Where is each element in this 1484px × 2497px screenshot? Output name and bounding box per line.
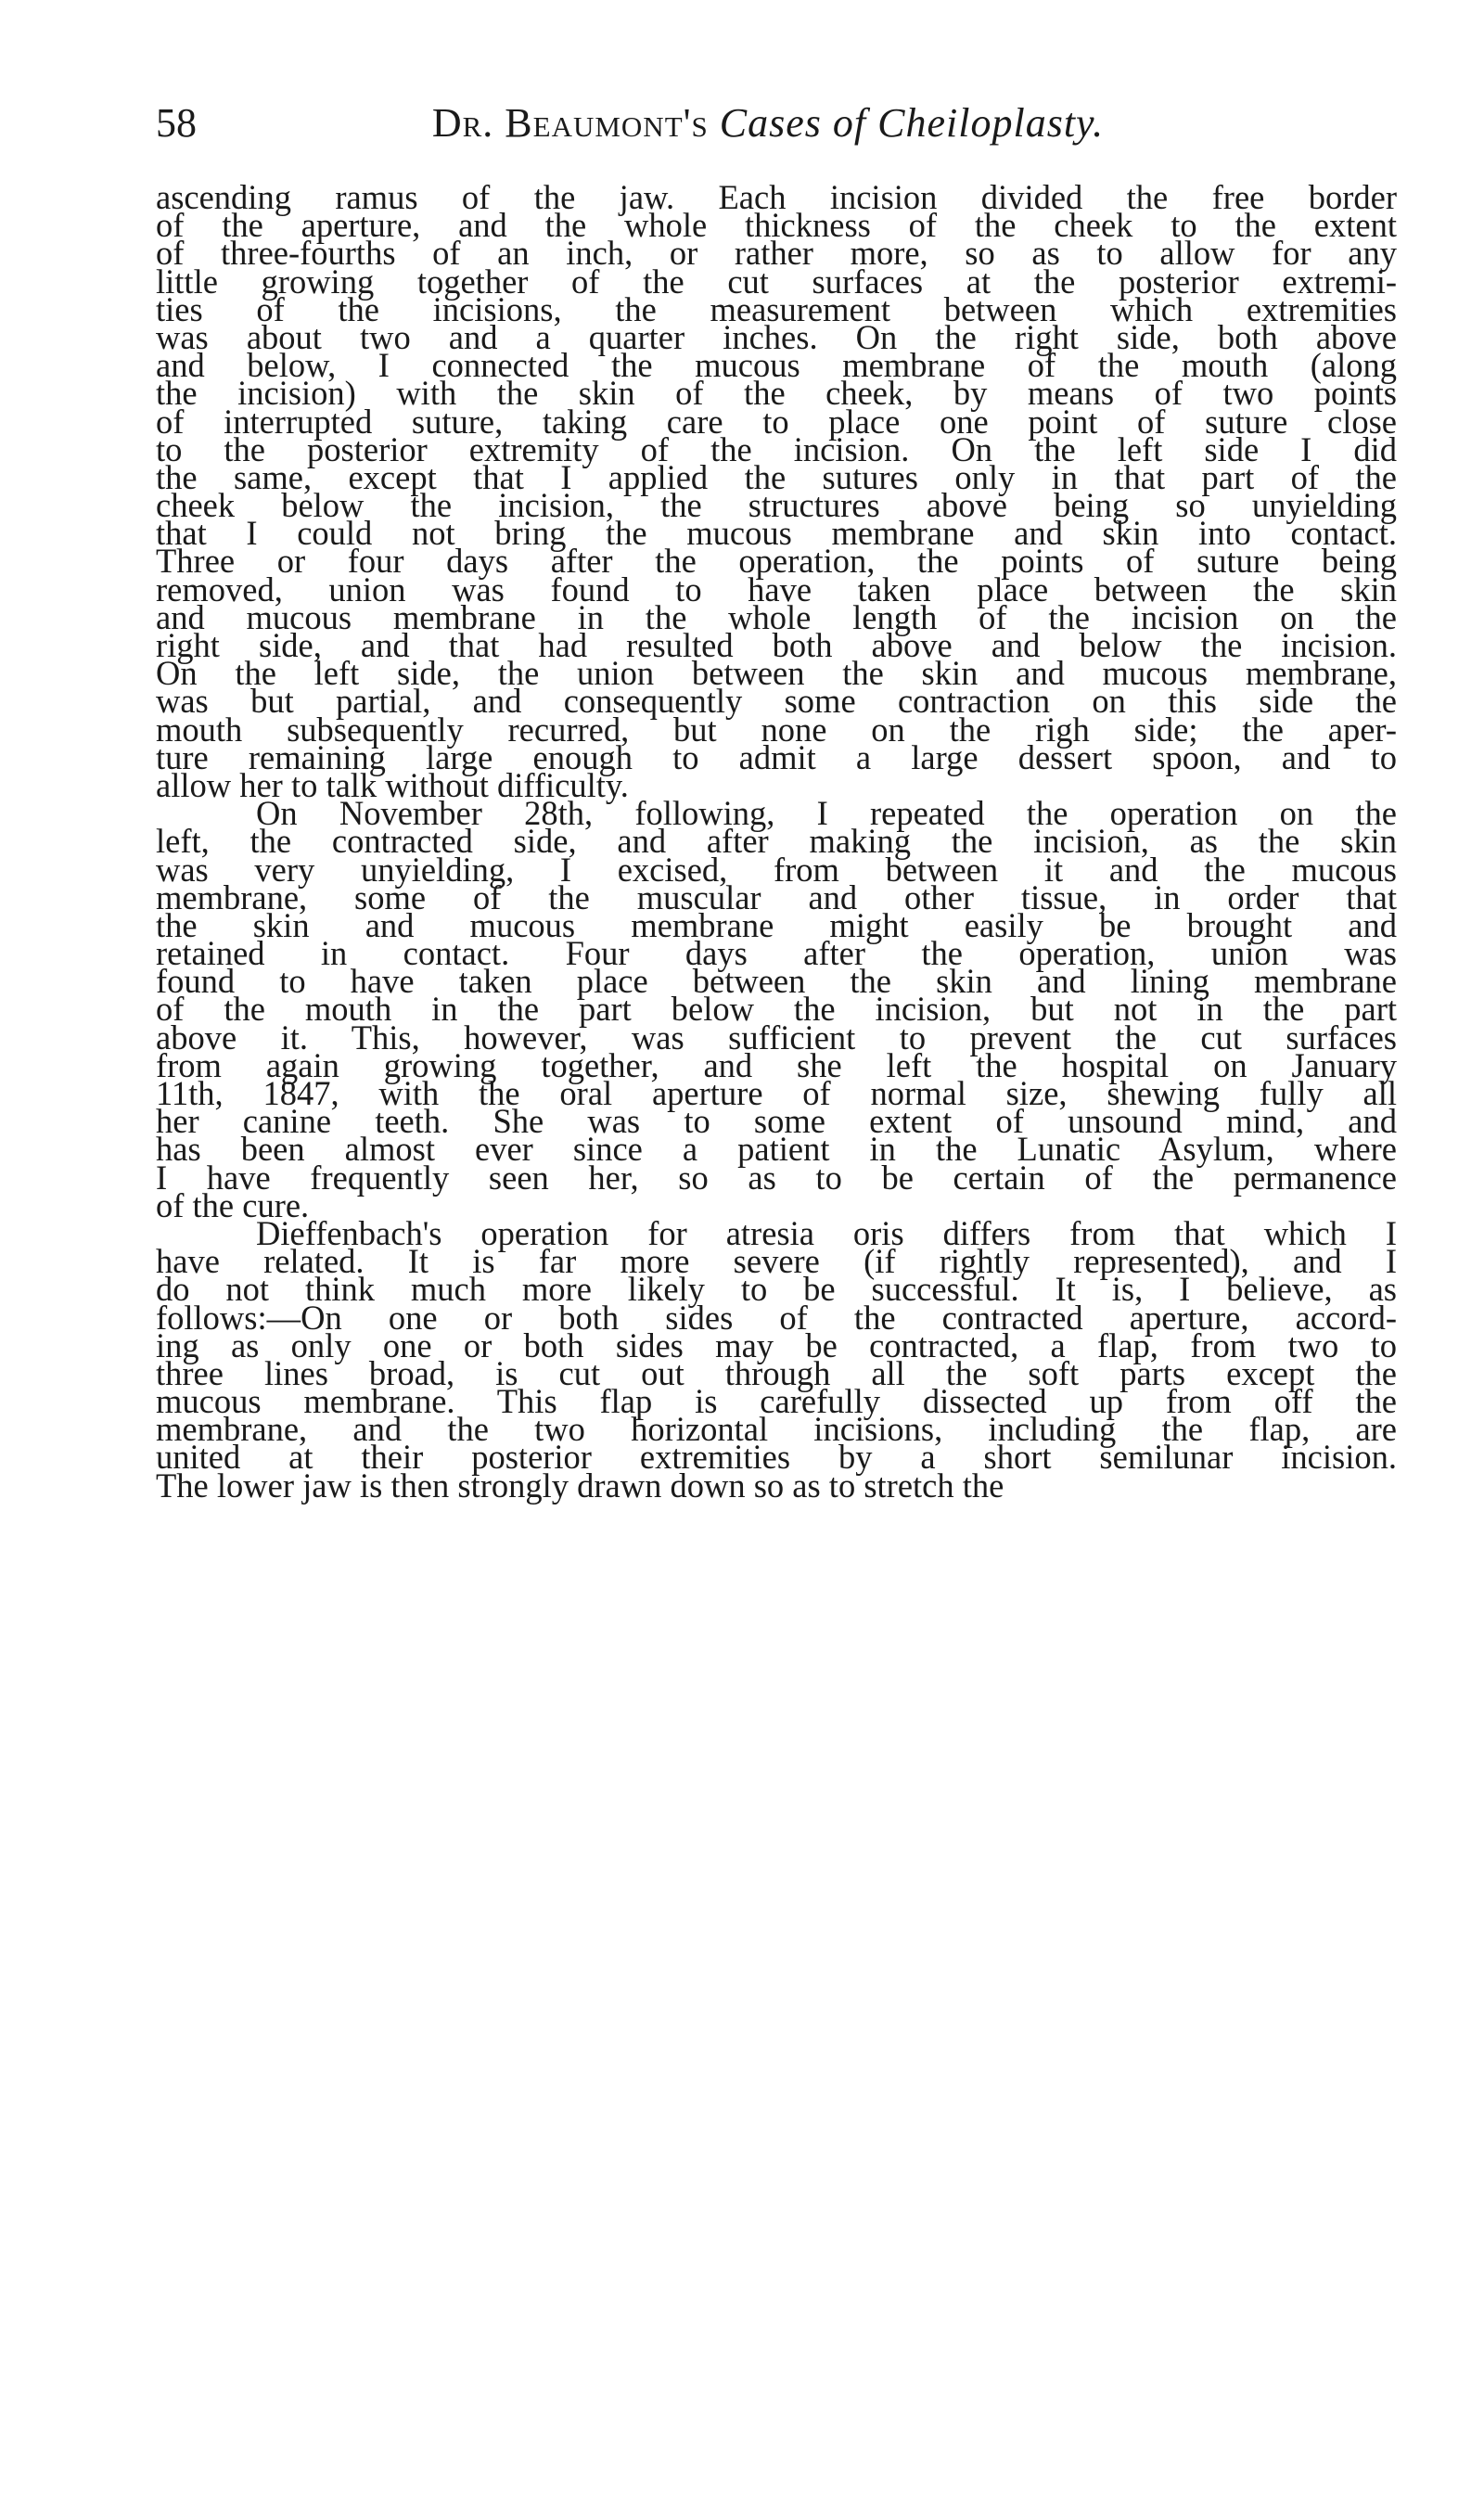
text-line: ture remaining large enough to admit a large dessert spoon, and to [156, 737, 1397, 776]
text-line: and mucous membrane in the whole length of the incision on the [156, 597, 1397, 636]
text-line: and below, I connected the mucous membrane of the mouth (along [156, 346, 1397, 385]
text-line: mouth subsequently recurred, but none on the righ side; the aper- [156, 710, 1397, 749]
text-line: retained in contact. Four days after the operation, union was [156, 934, 1397, 973]
text-line: was about two and a quarter inches. On the right side, both above [156, 317, 1397, 356]
text-line: Three or four days after the operation, the points of suture being [156, 542, 1397, 581]
text-line: that I could not bring the mucous membrane and skin into contact. [156, 514, 1397, 553]
text-line: allow her to talk without difficulty. [156, 765, 629, 804]
text-line: right side, and that had resulted both above and below the incision. [156, 626, 1397, 664]
text-line: On the left side, the union between the skin and mucous membrane, [156, 654, 1397, 693]
running-title [156, 91, 1380, 156]
text-line: the skin and mucous membrane might easily be brought and [156, 905, 1397, 944]
text-line: mucous membrane. This flap is carefully dissected up from off the [156, 1382, 1397, 1421]
text-line: her canine teeth. She was to some extent of unsound mind, and [156, 1102, 1397, 1141]
text-line: have related. It is far more severe (if rightly represented), and I [156, 1242, 1397, 1281]
text-line: ascending ramus of the jaw. Each incision divided the free border [156, 178, 1397, 216]
text-line: do not think much more likely to be successful. It is, I believe, as [156, 1270, 1397, 1309]
body-text [156, 178, 1397, 1505]
text-line: On November 28th, following, I repeated the operation on the [256, 794, 1397, 833]
page-number: 58 [156, 100, 197, 146]
text-line: removed, union was found to have taken place between the skin [156, 570, 1397, 608]
text-line: of the cure. [156, 1185, 310, 1224]
text-line: cheek below the incision, the structures above being so unyielding [156, 486, 1397, 525]
text-line: was very unyielding, I excised, from between it and the mucous [156, 850, 1397, 889]
text-line: of three-fourths of an inch, or rather more, so as to allow for any [156, 234, 1397, 273]
text-line: membrane, and the two horizontal incisions, including the flap, are [156, 1410, 1397, 1449]
text-line: the same, except that I applied the sutures only in that part of the [156, 457, 1397, 496]
text-line: little growing together of the cut surfaces at the posterior extremi- [156, 262, 1397, 301]
text-line: ing as only one or both sides may be contracted, a flap, from two to [156, 1325, 1397, 1364]
text-line: ties of the incisions, the measurement between which extremities [156, 289, 1397, 328]
text-line: The lower jaw is then strongly drawn down so as to stretch the [156, 1466, 1004, 1505]
text-line: left, the contracted side, and after making the incision, as the skin [156, 822, 1397, 861]
text-line: of interrupted suture, taking care to place one point of suture close [156, 402, 1397, 441]
running-title-author: Dr. Beaumont's [431, 100, 709, 146]
text-line: found to have taken place between the skin and lining membrane [156, 962, 1397, 1001]
text-line: was but partial, and consequently some contraction on this side the [156, 682, 1397, 721]
text-line: 11th, 1847, with the oral aperture of normal size, shewing fully all [156, 1074, 1397, 1112]
text-line: the incision) with the skin of the cheek, by means of two points [156, 374, 1397, 413]
text-line: united at their posterior extremities by a short semilunar incision. [156, 1438, 1397, 1477]
running-title-work: Cases of Cheiloplasty. [719, 100, 1105, 146]
text-line: follows:—On one or both sides of the contracted aperture, accord- [156, 1298, 1397, 1337]
text-line: has been almost ever since a patient in the Lunatic Asylum, where [156, 1130, 1397, 1169]
text-line: of the mouth in the part below the incision, but not in the part [156, 990, 1397, 1029]
text-line: three lines broad, is cut out through all the soft parts except the [156, 1353, 1397, 1392]
text-line: Dieffenbach's operation for atresia oris differs from that which I [256, 1213, 1397, 1252]
text-line: of the aperture, and the whole thickness of the cheek to the extent [156, 206, 1397, 245]
text-line: above it. This, however, was sufficient to prevent the cut surfaces [156, 1018, 1397, 1056]
text-line: to the posterior extremity of the incision. On the left side I did [156, 429, 1397, 468]
text-line: membrane, some of the muscular and other tissue, in order that [156, 877, 1397, 916]
text-line: from again growing together, and she left the hospital on January [156, 1045, 1397, 1084]
page-header [156, 91, 1380, 156]
text-line: I have frequently seen her, so as to be certain of the permanence [156, 1158, 1397, 1197]
